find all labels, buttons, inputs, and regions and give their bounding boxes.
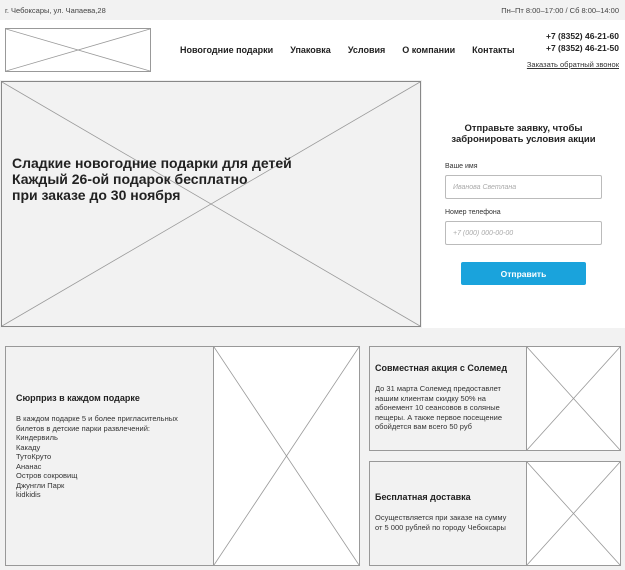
delivery-card-title: Бесплатная доставка — [375, 492, 471, 502]
hero-title — [12, 155, 292, 203]
solemed-card-title: Совместная акция с Солемед — [375, 363, 508, 373]
surprise-card-text — [16, 414, 178, 500]
form-title-line: Отправьте заявку, чтобы — [464, 123, 583, 134]
park-list-item: Джунгли Парк — [16, 480, 65, 490]
solemed-text-line: До 31 марта Солемед предоставлет — [375, 384, 501, 393]
hero-title-line: Сладкие новогодние подарки для детей — [12, 155, 292, 171]
top-bar — [0, 0, 625, 20]
phone-label: Номер телефона — [445, 209, 501, 216]
park-list-item: Остров сокровищ — [16, 471, 78, 480]
hero-title-line: при заказе до 30 ноября — [12, 187, 181, 203]
name-input[interactable] — [445, 175, 602, 199]
phone-numbers — [546, 30, 619, 54]
nav-item-about[interactable]: О компании — [402, 45, 456, 55]
address-text: г. Чебоксары, ул. Чапаева,28 — [5, 6, 106, 15]
placeholder-cross-icon — [2, 82, 420, 326]
solemed-text-line: обойдется вам всего 50 руб — [375, 422, 472, 431]
surprise-image-placeholder — [213, 346, 360, 566]
delivery-card — [369, 461, 621, 566]
name-label: Ваше имя — [445, 163, 478, 170]
park-list-item: Какаду — [16, 442, 41, 452]
park-list-item: kidkidis — [16, 490, 41, 499]
solemed-text-line: абонемент 10 сеансовов в соляные — [375, 403, 500, 412]
hero-section — [0, 80, 625, 328]
surprise-card — [5, 346, 360, 566]
phone-number-1[interactable]: +7 (8352) 46-21-60 — [545, 31, 619, 41]
callback-link[interactable]: Заказать обратный звонок — [526, 60, 619, 69]
delivery-card-text — [375, 513, 506, 532]
main-nav — [180, 45, 532, 55]
logo-placeholder[interactable] — [5, 28, 151, 72]
park-list-item: Киндервиль — [16, 433, 58, 442]
phone-input[interactable] — [445, 221, 602, 245]
surprise-card-title: Сюрприз в каждом подарке — [16, 393, 140, 403]
solemed-image-placeholder — [526, 346, 621, 451]
features-section — [0, 328, 625, 570]
nav-item-contacts[interactable]: Контакты — [472, 45, 515, 55]
hero-title-line: Каждый 26-ой подарок бесплатно — [12, 171, 248, 187]
form-title — [422, 123, 625, 145]
placeholder-cross-icon — [6, 29, 150, 71]
submit-button[interactable]: Отправить — [461, 262, 586, 285]
nav-item-terms[interactable]: Условия — [347, 45, 386, 55]
nav-item-packaging[interactable]: Упаковка — [290, 45, 331, 55]
delivery-text-line: Осуществляется при заказе на сумму — [375, 513, 507, 522]
surprise-text-line: В каждом подарке 5 и более пригласительных — [16, 414, 178, 423]
placeholder-cross-icon — [214, 347, 359, 565]
delivery-text-line: от 5 000 рублей по городу Чебоксары — [375, 522, 506, 532]
hero-image-placeholder — [1, 81, 421, 327]
park-list-item: ТутоКруто — [16, 452, 52, 461]
solemed-text-line: пещеры. А также первое посещение — [375, 412, 503, 422]
form-title-line: забронировать условия акции — [451, 134, 596, 145]
placeholder-cross-icon — [527, 462, 620, 565]
phone-number-2[interactable]: +7 (8352) 46-21-50 — [545, 43, 619, 53]
solemed-card — [369, 346, 621, 451]
surprise-text-line: билетов в детские парки развлечений: — [16, 423, 151, 433]
nav-item-gifts[interactable]: Новогодние подарки — [180, 45, 274, 55]
delivery-image-placeholder — [526, 461, 621, 566]
solemed-text-line: нашим клиентам скидку 50% на — [375, 393, 486, 403]
park-list-item: Ананас — [16, 461, 42, 471]
placeholder-cross-icon — [527, 347, 620, 450]
solemed-card-text — [375, 384, 502, 432]
request-form — [422, 80, 625, 328]
working-hours-text: Пн–Пт 8:00–17:00 / Сб 8:00–14:00 — [501, 6, 619, 15]
site-header — [0, 20, 625, 80]
